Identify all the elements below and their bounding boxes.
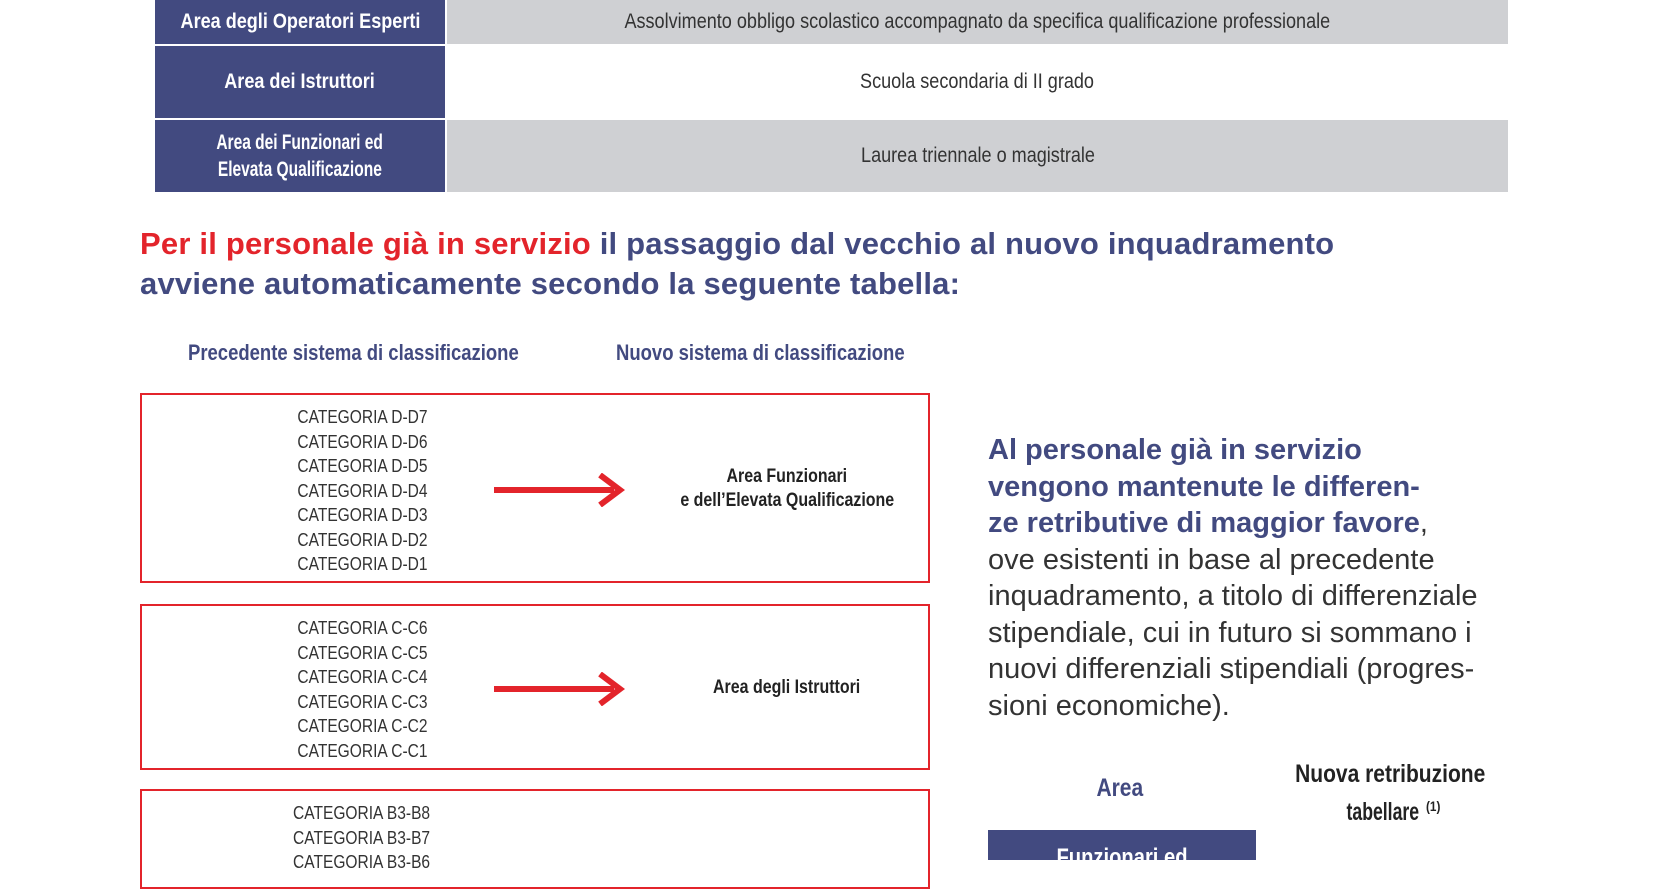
category-list <box>212 405 512 577</box>
category-list <box>212 616 512 763</box>
category-list <box>212 801 512 875</box>
side-note-comma: , <box>1419 507 1428 539</box>
headline-blue-part: il passaggio dal vecchio al nuovo inquadramento avviene automaticamente secondo la seguente tabella: <box>140 226 1335 301</box>
requirement-text: Assolvimento obbligo scolastico accompagnato da specifica qualificazione professionale <box>624 10 1331 33</box>
requirement-cell <box>447 120 1508 192</box>
table-row-funzionari <box>155 120 1508 192</box>
category-item: CATEGORIA D-D2 <box>296 528 428 550</box>
area-label: Area degli Operatori Esperti <box>180 10 420 34</box>
side-note-line: sioni economiche). <box>988 689 1230 722</box>
requirement-text: Scuola secondaria di II grado <box>860 70 1095 93</box>
category-item: CATEGORIA B3-B6 <box>293 851 431 872</box>
requirement-text: Laurea triennale o magistrale <box>860 144 1095 167</box>
mapping-group-d <box>140 393 930 583</box>
side-note-line: stipendiale, cui in futuro si sommano i <box>988 616 1472 649</box>
retribution-new-header <box>1250 758 1530 828</box>
area-label-line2: Elevata Qualificazione <box>217 158 383 181</box>
arrow-right-icon <box>494 672 632 706</box>
retribution-area-header-text: Area <box>1096 774 1144 802</box>
side-note-bold-line: Al personale già in servizio <box>988 434 1362 466</box>
category-item: CATEGORIA D-D4 <box>296 479 428 501</box>
arrow-right-icon <box>494 473 632 507</box>
category-item: CATEGORIA C-C2 <box>296 715 428 736</box>
retribution-area-header <box>1060 774 1180 803</box>
old-system-header <box>188 340 582 366</box>
category-item: CATEGORIA C-C1 <box>296 739 428 761</box>
retribution-first-row-text: Funzionari ed <box>1056 844 1188 871</box>
category-item: CATEGORIA C-C6 <box>296 617 428 638</box>
category-item: CATEGORIA D-D7 <box>296 406 428 427</box>
side-note-bold-line: ze retributive di maggior favore <box>988 507 1420 539</box>
category-item: CATEGORIA D-D3 <box>296 504 428 525</box>
retribution-header-line: Nuova retribuzione <box>1294 760 1486 788</box>
new-area-label <box>622 676 952 700</box>
retribution-header-line <box>1340 790 1441 828</box>
category-item: CATEGORIA C-C5 <box>296 641 428 663</box>
category-item: CATEGORIA D-D5 <box>296 455 428 476</box>
old-system-header-text: Precedente sistema di classificazione <box>188 340 519 365</box>
category-item: CATEGORIA B3-B8 <box>293 802 431 823</box>
new-area-line: e dell’Elevata Qualificazione <box>680 490 894 511</box>
category-item: CATEGORIA D-D1 <box>296 553 428 574</box>
new-area-label <box>622 465 952 513</box>
side-note-line: nuovi differenziali stipendiali (progres- <box>988 653 1475 685</box>
headline-red-part: Per il personale già in servizio <box>140 226 591 261</box>
category-item: CATEGORIA C-C4 <box>296 666 428 687</box>
side-note <box>988 432 1548 724</box>
area-label-cell <box>155 120 445 192</box>
area-label-cell <box>155 0 445 44</box>
new-area-line: Area degli Istruttori <box>713 677 861 698</box>
side-note-line: ove esistenti in base al precedente <box>988 543 1435 576</box>
mapping-group-c <box>140 604 930 770</box>
table-row-operatori <box>155 0 1508 44</box>
category-item: CATEGORIA B3-B7 <box>293 826 431 848</box>
category-item: CATEGORIA D-D6 <box>296 430 428 452</box>
category-item: CATEGORIA C-C3 <box>296 690 428 712</box>
footnote-mark: (1) <box>1426 798 1441 814</box>
new-area-line: Area Funzionari <box>726 466 848 487</box>
area-label: Area dei Istruttori <box>224 70 376 94</box>
area-label <box>203 129 397 184</box>
area-label-cell <box>155 46 445 118</box>
side-note-line: inquadramento, a titolo di differenziale <box>988 580 1478 612</box>
new-system-header <box>616 340 960 366</box>
area-label-line1: Area dei Funzionari ed <box>216 130 384 154</box>
requirement-cell <box>447 46 1508 118</box>
retribution-header-tabellare: tabellare <box>1346 798 1420 827</box>
section-headline <box>140 224 1440 304</box>
requirement-cell <box>447 0 1508 44</box>
mapping-group-b <box>140 789 930 889</box>
side-note-bold-line: vengono mantenute le differen- <box>988 470 1420 503</box>
table-row-istruttori <box>155 46 1508 118</box>
retribution-first-row <box>988 830 1256 871</box>
new-system-header-text: Nuovo sistema di classificazione <box>616 340 905 365</box>
